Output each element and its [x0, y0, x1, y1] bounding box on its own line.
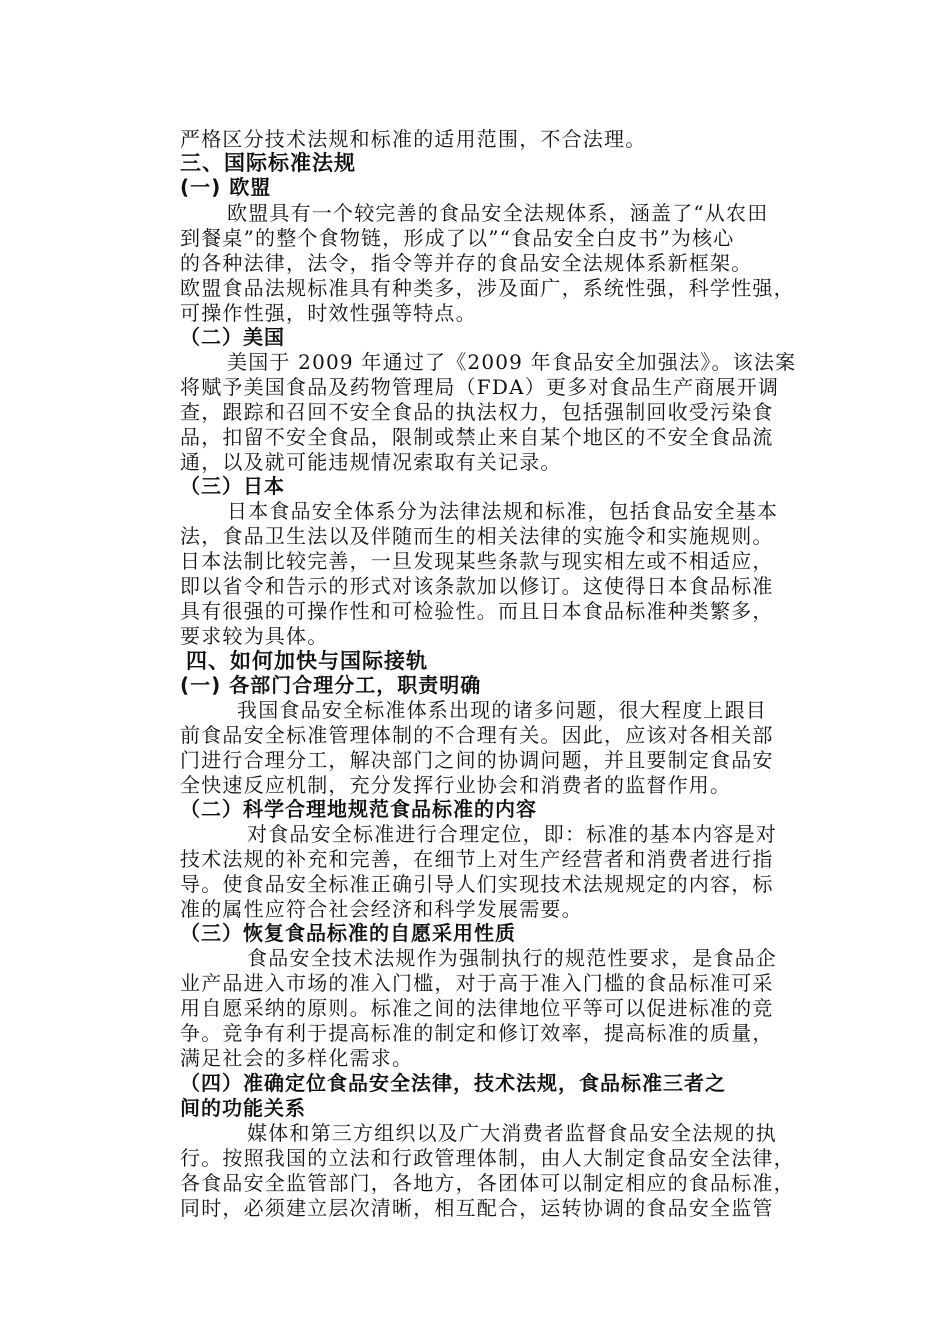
paragraph-line: 我国食品安全标准体系出现的诸多问题，很大程度上跟目 [237, 698, 767, 722]
subsection-heading: （二）科学合理地规范食品标准的内容 [180, 797, 537, 821]
paragraph-line: 具有很强的可操作性和可检验性。而且日本食品标准种类繁多， [180, 599, 774, 623]
paragraph-line: 对食品安全标准进行合理定位，即：标准的基本内容是对 [247, 822, 777, 846]
subsection-heading: （二）美国 [180, 325, 285, 349]
section-heading: 三、国际标准法规 [180, 151, 356, 175]
paragraph-line: 满足社会的多样化需求。 [180, 1046, 414, 1070]
paragraph-line: 要求较为具体。 [180, 624, 329, 648]
paragraph-line: 门进行合理分工，解决部门之间的协调问题，并且要制定食品安 [180, 748, 774, 772]
paragraph-line: 美国于 2009 年通过了《2009 年食品安全加强法》。该法案 [227, 350, 797, 374]
paragraph-line: 全快速反应机制，充分发挥行业协会和消费者的监督作用。 [180, 773, 732, 797]
paragraph-line: 到餐桌”的整个食物链，形成了以”“食品安全白皮书”为核心 [180, 226, 735, 250]
paragraph-line: 品，扣留不安全食品，限制或禁止来自某个地区的不安全食品流 [180, 425, 774, 449]
subsection-heading: (一) 欧盟 [180, 175, 272, 199]
paragraph-line: 查，跟踪和召回不安全食品的执法权力，包括强制回收受污染食 [180, 400, 774, 424]
paragraph-line: 可操作性强，时效性强等特点。 [180, 301, 477, 325]
paragraph-line: 行。按照我国的立法和行政管理体制，由人大制定食品安全法律， [180, 1146, 795, 1170]
subsection-heading: (一) 各部门合理分工，职责明确 [180, 673, 482, 697]
paragraph-line: 技术法规的补充和完善，在细节上对生产经营者和消费者进行指 [180, 847, 774, 871]
subsection-heading-continued: 间的功能关系 [180, 1096, 306, 1120]
paragraph-line: 法，食品卫生法以及伴随而生的相关法律的实施令和实施规则。 [180, 524, 774, 548]
paragraph-line: 即以省令和告示的形式对该条款加以修订。这使得日本食品标准 [180, 574, 774, 598]
paragraph-line: 将赋予美国食品及药物管理局（FDA）更多对食品生产商展开调 [180, 375, 780, 399]
paragraph-line: 日本法制比较完善，一旦发现某些条款与现实相左或不相适应， [180, 549, 774, 573]
paragraph-line: 通，以及就可能违规情况索取有关记录。 [180, 450, 562, 474]
subsection-heading: （三）恢复食品标准的自愿采用性质 [180, 921, 516, 945]
paragraph-line: 前食品安全标准管理体制的不合理有关。因此，应该对各相关部 [180, 723, 774, 747]
paragraph-line: 日本食品安全体系分为法律法规和标准，包括食品安全基本 [227, 499, 779, 523]
paragraph-line: 各食品安全监管部门，各地方，各团体可以制定相应的食品标准， [180, 1171, 795, 1195]
paragraph-line: 欧盟具有一个较完善的食品安全法规体系，涵盖了“从农田 [227, 201, 769, 225]
section-heading: 四、如何加快与国际接轨 [186, 649, 428, 673]
paragraph-line: 导。使食品安全标准正确引导人们实现技术法规规定的内容，标 [180, 872, 774, 896]
paragraph-line: 严格区分技术法规和标准的适用范围，不合法理。 [180, 127, 647, 151]
paragraph-line: 食品安全技术法规作为强制执行的规范性要求，是食品企 [247, 946, 777, 970]
subsection-heading: （四）准确定位食品安全法律，技术法规，食品标准三者之 [180, 1071, 726, 1095]
subsection-heading: （三）日本 [180, 474, 285, 498]
paragraph-line: 准的属性应符合社会经济和科学发展需要。 [180, 897, 583, 921]
paragraph-line: 的各种法律，法令，指令等并存的食品安全法规体系新框架。 [180, 251, 753, 275]
paragraph-line: 争。竞争有利于提高标准的制定和修订效率，提高标准的质量， [180, 1021, 774, 1045]
paragraph-line: 业产品进入市场的准入门槛，对于高于准入门槛的食品标准可采 [180, 971, 774, 995]
paragraph-line: 欧盟食品法规标准具有种类多，涉及面广，系统性强，科学性强， [180, 276, 795, 300]
paragraph-line: 同时，必须建立层次清晰，相互配合，运转协调的食品安全监管 [180, 1196, 774, 1220]
paragraph-line: 用自愿采纳的原则。标准之间的法律地位平等可以促进标准的竞 [180, 996, 774, 1020]
paragraph-line: 媒体和第三方组织以及广大消费者监督食品安全法规的执 [247, 1121, 777, 1145]
